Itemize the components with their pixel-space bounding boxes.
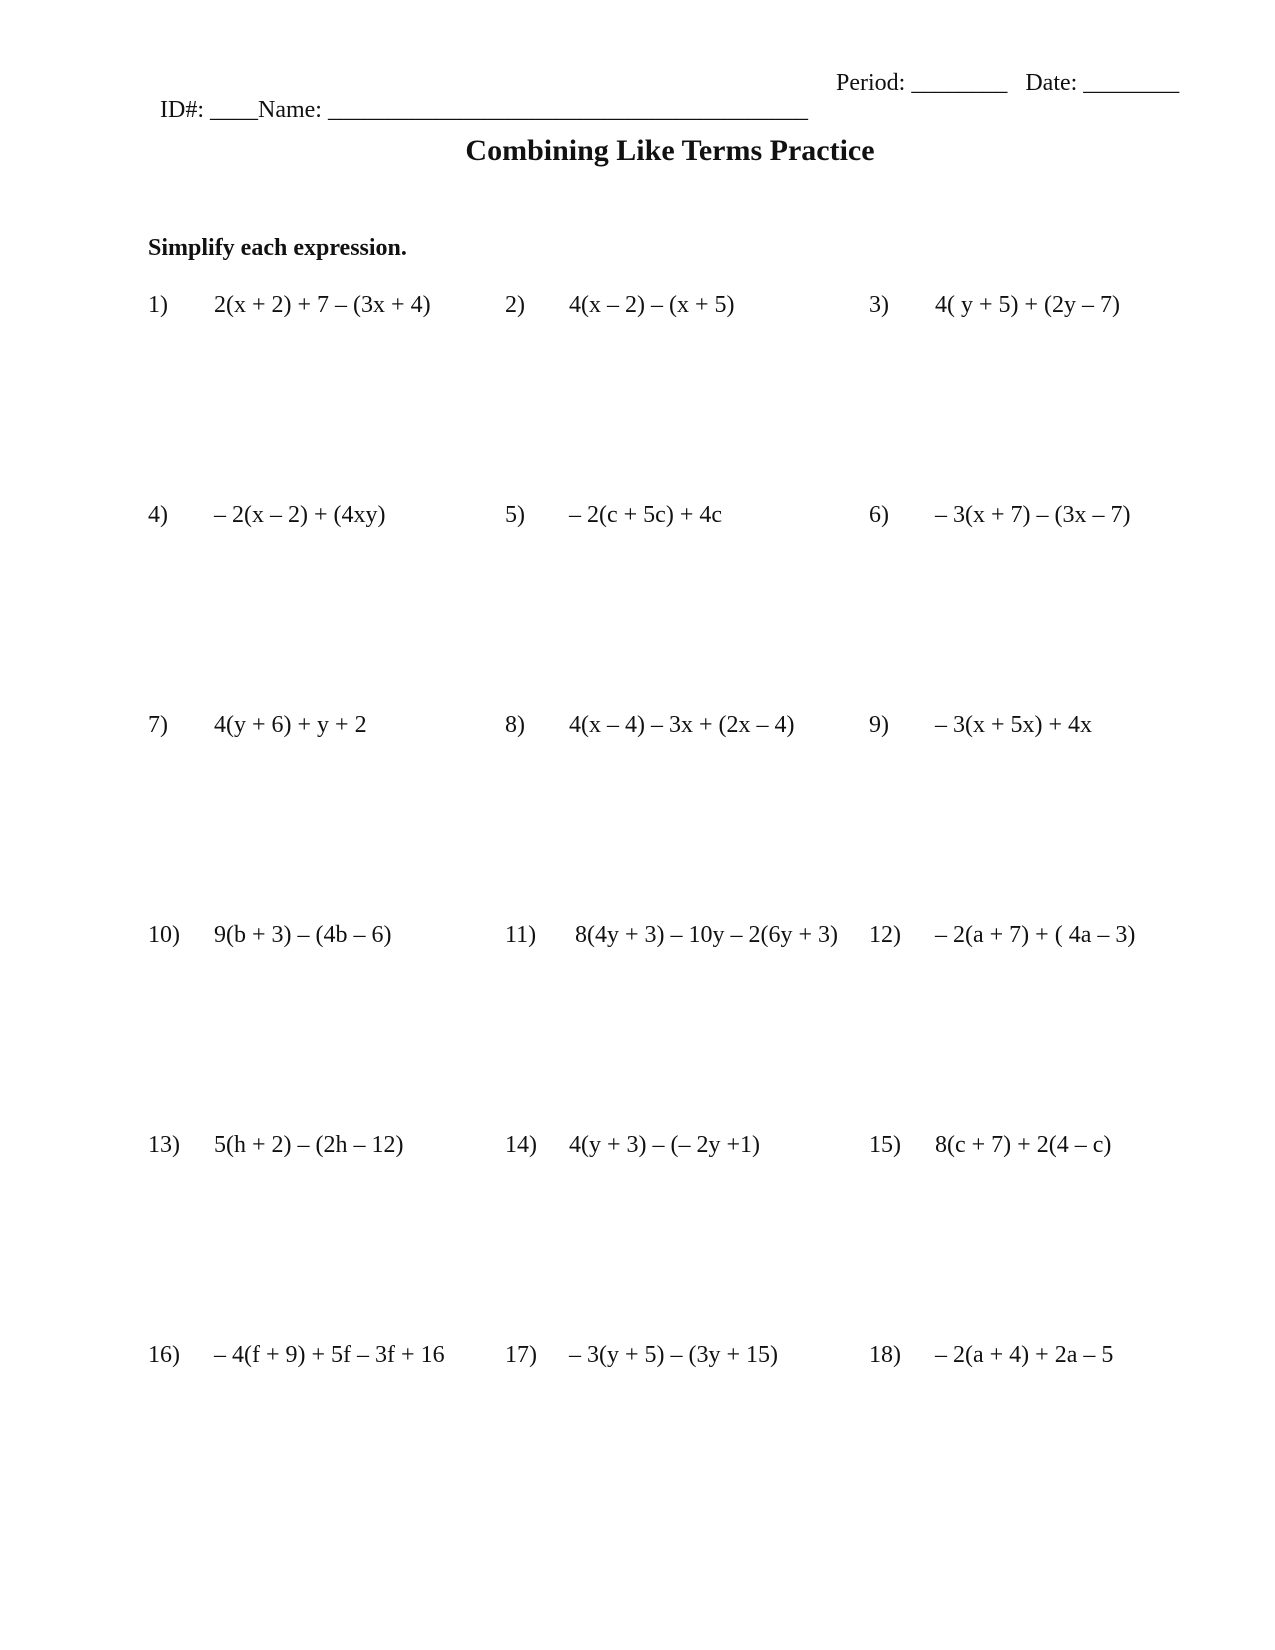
period-date-group xyxy=(836,70,1179,97)
problem-5 xyxy=(505,502,723,583)
problem-number: 13) xyxy=(148,1132,180,1158)
problem-expression: 4(x – 4) – 3x + (2x – 4) xyxy=(569,712,795,738)
problem-expression: 8(c + 7) + 2(4 – c) xyxy=(935,1132,1112,1158)
problem-number: 14) xyxy=(505,1132,537,1158)
instructions: Simplify each expression. xyxy=(148,235,407,261)
problem-number: 7) xyxy=(148,712,168,738)
problem-10 xyxy=(148,922,392,1003)
date-field: Date: ________ xyxy=(1025,70,1180,96)
problem-3 xyxy=(869,292,1121,373)
problem-number: 9) xyxy=(869,712,889,738)
problem-number: 17) xyxy=(505,1342,537,1368)
problem-9 xyxy=(869,712,1093,793)
problem-expression: – 2(a + 7) + ( 4a – 3) xyxy=(935,922,1136,948)
problem-expression: 9(b + 3) – (4b – 6) xyxy=(214,922,392,948)
problem-number: 5) xyxy=(505,502,525,528)
problem-expression: 4(y + 3) – (– 2y +1) xyxy=(569,1132,761,1158)
problem-number: 2) xyxy=(505,292,525,318)
problem-11 xyxy=(505,922,839,1003)
problem-number: 16) xyxy=(148,1342,180,1368)
problem-number: 3) xyxy=(869,292,889,318)
period-field: Period: ________ xyxy=(836,70,1008,96)
problem-16 xyxy=(148,1342,445,1423)
problem-7 xyxy=(148,712,367,793)
problem-12 xyxy=(869,922,1136,1003)
problem-expression: – 2(x – 2) + (4xy) xyxy=(214,502,386,528)
id-field: ID#: ____ xyxy=(160,97,258,123)
problem-expression: – 2(c + 5c) + 4c xyxy=(569,502,723,528)
problem-1 xyxy=(148,292,431,373)
problem-expression: – 3(x + 5x) + 4x xyxy=(935,712,1093,738)
problem-expression: – 3(x + 7) – (3x – 7) xyxy=(935,502,1131,528)
problem-4 xyxy=(148,502,386,583)
problem-number: 1) xyxy=(148,292,168,318)
problem-13 xyxy=(148,1132,404,1213)
name-field: Name: ________________________________________ xyxy=(258,97,808,123)
problem-number: 10) xyxy=(148,922,180,948)
problem-expression: 4(x – 2) – (x + 5) xyxy=(569,292,735,318)
problem-number: 12) xyxy=(869,922,901,948)
problem-17 xyxy=(505,1342,779,1423)
problem-number: 15) xyxy=(869,1132,901,1158)
problem-number: 6) xyxy=(869,502,889,528)
problem-18 xyxy=(869,1342,1114,1423)
problem-expression: 5(h + 2) – (2h – 12) xyxy=(214,1132,404,1158)
problem-expression: – 3(y + 5) – (3y + 15) xyxy=(569,1342,779,1368)
problem-expression: – 2(a + 4) + 2a – 5 xyxy=(935,1342,1114,1368)
problem-number: 4) xyxy=(148,502,168,528)
problem-6 xyxy=(869,502,1131,583)
problem-expression: – 4(f + 9) + 5f – 3f + 16 xyxy=(214,1342,445,1368)
problem-expression: 8(4y + 3) – 10y – 2(6y + 3) xyxy=(569,922,839,948)
problem-14 xyxy=(505,1132,761,1213)
page-title: Combining Like Terms Practice xyxy=(465,134,875,167)
problem-expression: 2(x + 2) + 7 – (3x + 4) xyxy=(214,292,431,318)
problem-expression: 4( y + 5) + (2y – 7) xyxy=(935,292,1121,318)
problem-number: 8) xyxy=(505,712,525,738)
problem-expression: 4(y + 6) + y + 2 xyxy=(214,712,367,738)
problem-8 xyxy=(505,712,795,793)
problem-15 xyxy=(869,1132,1112,1213)
problem-number: 11) xyxy=(505,922,537,948)
problem-number: 18) xyxy=(869,1342,901,1368)
problem-2 xyxy=(505,292,735,373)
